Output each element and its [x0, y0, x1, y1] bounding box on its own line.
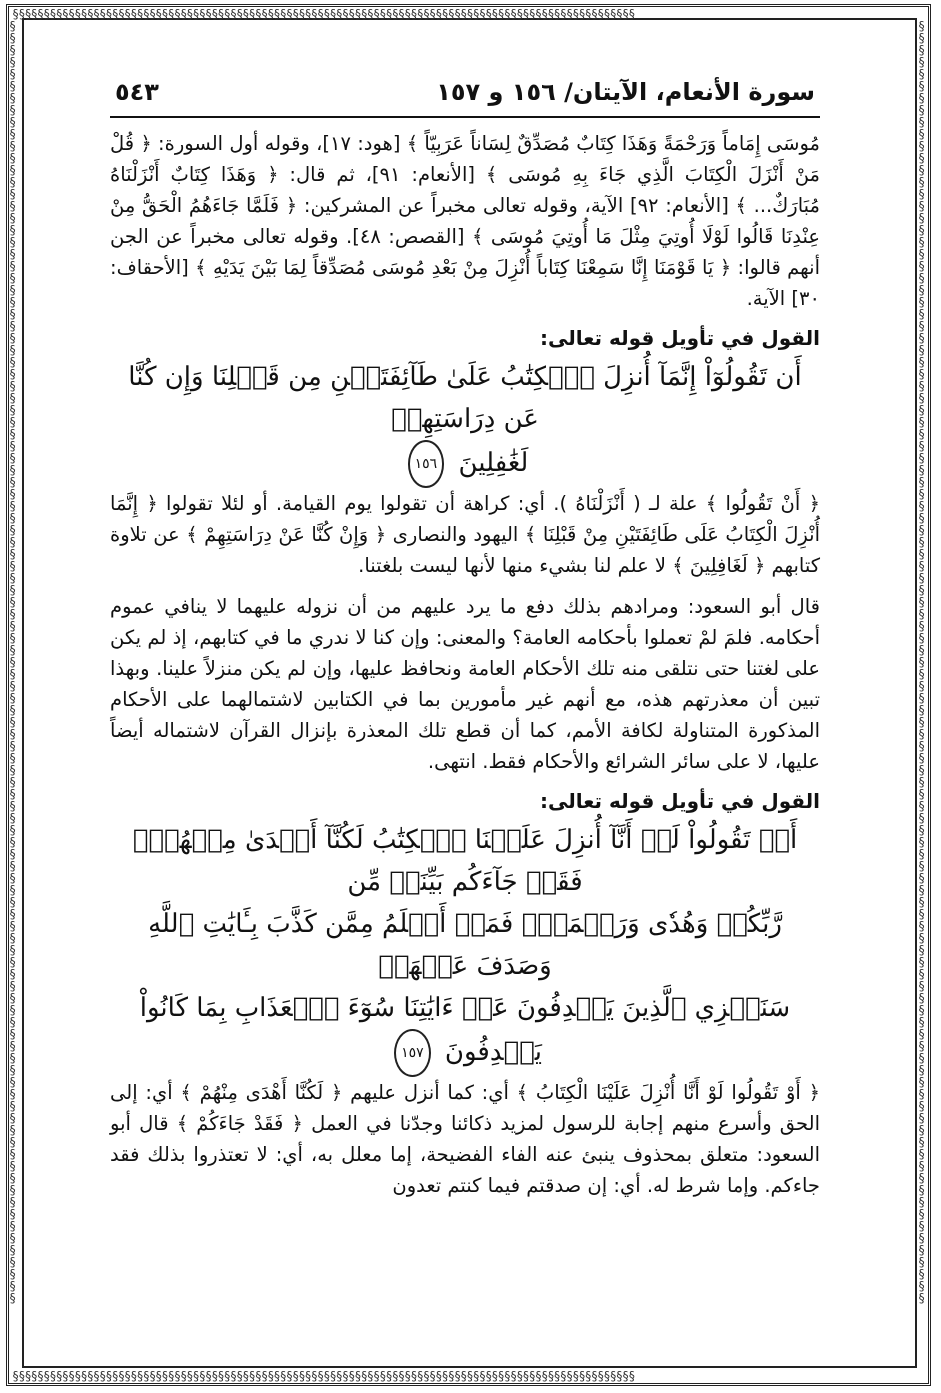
quran-verse-157-line-1: أَوۡ تَقُولُواْ لَوۡ أَنَّآ أُنزِلَ عَلَيۡنَا ٱلۡكِتَٰبُ لَكُنَّآ أَهۡدَىٰ مِنۡهُمۡۚ فَقَدۡ جَآءَكُم بَيِّنَةٞ مِّن	[132, 825, 798, 897]
page-body	[110, 128, 820, 1288]
decorative-border-bottom: §§§§§§§§§§§§§§§§§§§§§§§§§§§§§§§§§§§§§§§§§§§§§§§§§§§§§§§§§§§§§§§§§§§§§§§§§§§§§§§§§§§§§§§§§§§§§§§§§§§§	[12, 1370, 635, 1382]
quran-verse-156-line-2	[110, 440, 820, 488]
section-heading-1: القول في تأويل قوله تعالى:	[540, 326, 820, 350]
decorative-border-left: §§§§§§§§§§§§§§§§§§§§§§§§§§§§§§§§§§§§§§§§§§§§§§§§§§§§§§§§§§§§§§§§§§§§§§§§§§§§§§§§§§§§§§§§§§§§§§§§§§§§§§§§§§§	[9, 20, 17, 1305]
paragraph-3: قال أبو السعود: ومرادهم بذلك دفع ما يرد عليهم من أن نزوله عليهما لا ينافي عموم أحكامه. فلمَ لمْ تعملوا بأحكامه العامة؟ والمعنى: وإن كنا لا ندري ما في كتابهم، إذ لم يكن على لغتنا حتى نتلقى منه تلك الأحكام العامة ونحافظ عليها، وإن لم يكن منزلاً علينا. وبهذا تبين أن معذرتهم هذه، مع أنهم غير مأمورين بما في الكتابين لاشتمالهما على الأحكام المذكورة المتناولة لكافة الأمم، كما أن قطع تلك المعذرة بإنزال القرآن لاشتماله أيضاً عليها، لا على سائر الشرائع والأحكام فقط. انتهى.	[110, 595, 820, 773]
decorative-border-top: §§§§§§§§§§§§§§§§§§§§§§§§§§§§§§§§§§§§§§§§§§§§§§§§§§§§§§§§§§§§§§§§§§§§§§§§§§§§§§§§§§§§§§§§§§§§§§§§§§§§	[12, 8, 635, 20]
verse-text: سَنَجۡزِي ٱلَّذِينَ يَصۡدِفُونَ عَنۡ ءَايَٰتِنَا سُوٓءَ ٱلۡعَذَابِ بِمَا كَانُواْ يَصۡدِفُونَ	[139, 993, 791, 1067]
paragraph-4: ﴿ أَوْ تَقُولُوا لَوْ أَنَّا أُنْزِلَ عَلَيْنَا الْكِتَابُ ﴾ أي: كما أنزل عليهم ﴿ لَكُنَّا أَهْدَى مِنْهُمْ ﴾ أي: إلى الحق وأسرع منهم إجابة للرسول لمزيد ذكائنا وجدّنا في العمل ﴿ فَقَدْ جَاءَكُمْ ﴾ قال أبو السعود: متعلق بمحذوف ينبئ عنه الفاء الفضيحة، إما معلل به، أي: لا تعتذروا بذلك فقد جاءكم. وإما شرط له. أي: إن صدقتم فيما كنتم تعدون	[110, 1081, 820, 1197]
verse-text: لَغَٰفِلِينَ	[458, 448, 529, 478]
quran-verse-157-line-2: رَّبِّكُمۡ وَهُدٗى وَرَحۡمَةٞۚ فَمَنۡ أَظۡلَمُ مِمَّن كَذَّبَ بِـَٔايَٰتِ ٱللَّهِ وَصَدَفَ عَنۡهَاۗ	[148, 909, 782, 981]
quran-verse-156-line-1: أَن تَقُولُوٓاْ إِنَّمَآ أُنزِلَ ٱلۡكِتَٰبُ عَلَىٰ طَآئِفَتَيۡنِ مِن قَبۡلِنَا وَإِن كُنَّا عَن دِرَاسَتِهِمۡ	[128, 362, 802, 434]
page-header	[115, 72, 815, 112]
paragraph-2: ﴿ أَنْ تَقُولُوا ﴾ علة لـ ( أَنْزَلْنَاهُ ). أي: كراهة أن تقولوا يوم القيامة. أو لئلا تقولوا ﴿ إِنَّمَا أُنْزِلَ الْكِتَابُ عَلَى طَائِفَتَيْنِ مِنْ قَبْلِنَا ﴾ اليهود والنصارى ﴿ وَإِنْ كُنَّا عَنْ دِرَاسَتِهِمْ ﴾ عن تلاوة كتابهم ﴿ لَغَافِلِينَ ﴾ لا علم لنا بشيء منها لأنها ليست بلغتنا.	[110, 492, 820, 577]
header-rule	[110, 116, 820, 118]
section-heading-2: القول في تأويل قوله تعالى:	[540, 789, 820, 813]
quran-verse-157-line-3	[110, 987, 820, 1077]
paragraph-1: مُوسَى إِمَاماً وَرَحْمَةً وَهَذَا كِتَابٌ مُصَدِّقٌ لِسَاناً عَرَبِيّاً ﴾ [هود: ١٧]، وقوله أول السورة: ﴿ قُلْ مَنْ أَنْزَلَ الْكِتَابَ الَّذِي جَاءَ بِهِ مُوسَى ﴾ [الأنعام: ٩١]، ثم قال: ﴿ وَهَذَا كِتَابٌ أَنْزَلْنَاهُ مُبَارَكٌ... ﴾ [الأنعام: ٩٢] الآية، وقوله تعالى مخبراً عن المشركين: ﴿ فَلَمَّا جَاءَهُمُ الْحَقُّ مِنْ عِنْدِنَا قَالُوا لَوْلَا أُوتِيَ مِثْلَ مَا أُوتِيَ مُوسَى ﴾ [القصص: ٤٨]. وقوله تعالى مخبراً عن الجن أنهم قالوا: ﴿ يَا قَوْمَنَا إِنَّا سَمِعْنَا كِتَاباً أُنْزِلَ مِنْ بَعْدِ مُوسَى مُصَدِّقاً لِمَا بَيْنَ يَدَيْهِ ﴾ [الأحقاف: ٣٠] الآية.	[110, 132, 821, 310]
verse-number-badge: ١٥٦	[408, 440, 445, 488]
running-title: سورة الأنعام، الآيتان/ ١٥٦ و ١٥٧	[436, 78, 815, 106]
verse-number-badge: ١٥٧	[394, 1029, 431, 1077]
page-number: ٥٤٣	[115, 78, 159, 106]
decorative-border-right: §§§§§§§§§§§§§§§§§§§§§§§§§§§§§§§§§§§§§§§§§§§§§§§§§§§§§§§§§§§§§§§§§§§§§§§§§§§§§§§§§§§§§§§§§§§§§§§§§§§§§§§§§§§	[918, 20, 926, 1305]
